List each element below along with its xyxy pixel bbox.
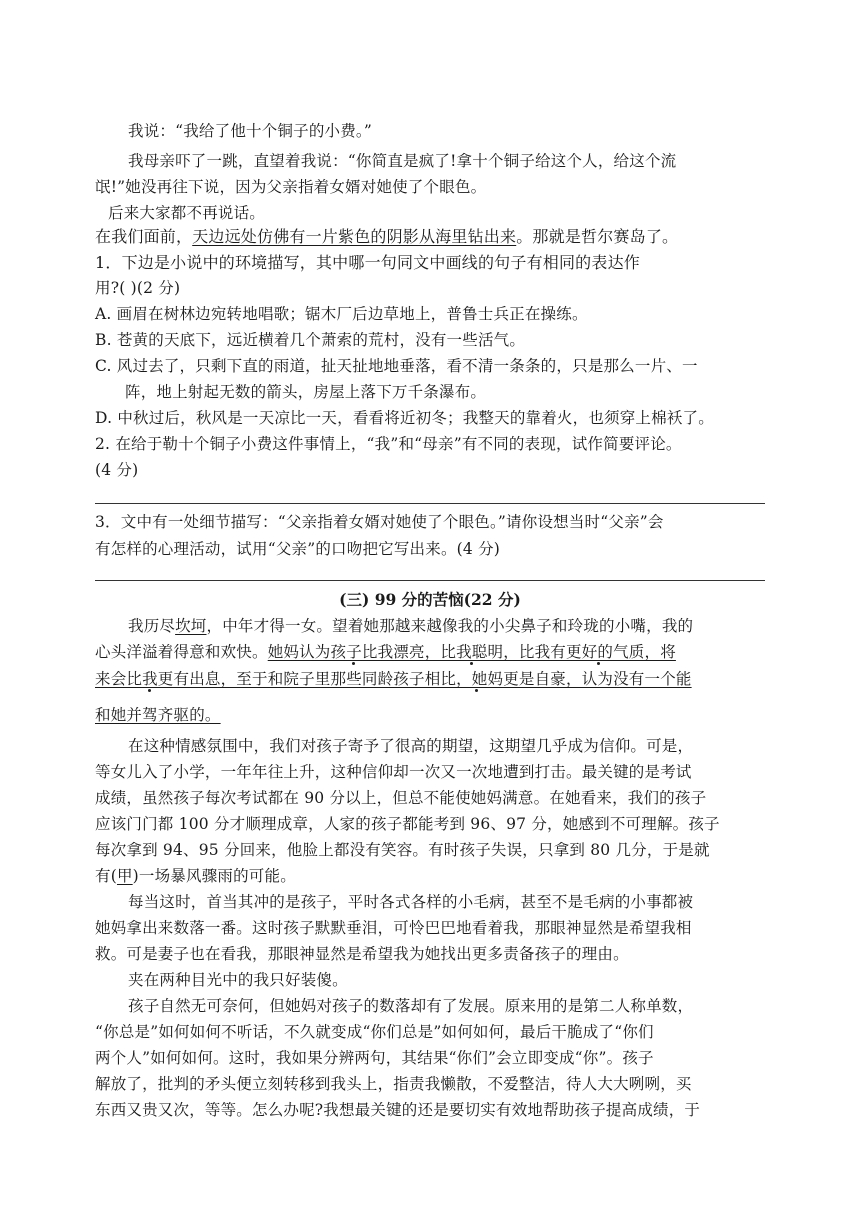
passage-line: 夹在两种目光中的我只好装傻。 bbox=[128, 971, 348, 989]
question-3-stem: 3．文中有一处细节描写：“父亲指着女婿对她使了个眼色。”请你设想当时“父亲”会 bbox=[95, 513, 664, 531]
passage-text: 我历尽 bbox=[128, 617, 176, 635]
blank-marker: 甲 bbox=[116, 867, 133, 885]
passage-line: 东西又贵又次，等等。怎么办呢?我想最关键的还是要切实有效地帮助孩子提高成绩，于 bbox=[95, 1101, 701, 1119]
passage-line: 应该门门都 100 分才顺理成章，人家的孩子都能考到 96、97 分，她感到不可理解。孩子 bbox=[95, 815, 720, 833]
passage-line bbox=[95, 865, 296, 887]
passage-line: 每次拿到 94、95 分回来，他脸上都没有笑容。有时孩子失误，只拿到 80 几分，于是就 bbox=[95, 841, 710, 859]
emphasis-dot bbox=[352, 662, 355, 665]
passage-line: 我母亲吓了一跳，直望着我说：“你简直是疯了!拿十个铜子给这个人，给这个流 bbox=[128, 152, 677, 170]
underlined-word: 坎坷 bbox=[175, 617, 207, 635]
question-3-stem-cont: 有怎样的心理活动，试用“父亲”的口吻把它写出来。(4 分) bbox=[95, 540, 501, 558]
option-b: B. 苍黄的天底下，远近横着几个萧索的荒村，没有一些活气。 bbox=[95, 331, 526, 349]
passage-line: 每当这时，首当其冲的是孩子，平时各式各样的小毛病，甚至不是毛病的小事都被 bbox=[128, 893, 694, 911]
underlined-sentence: 来会比我更有出息，至于和院子里那些同龄孩子相比，她妈更是自豪，认为没有一个能 bbox=[95, 670, 692, 688]
underlined-sentence: 她妈认为孩子比我漂亮，比我聪明，比我有更好的气质，将 bbox=[267, 643, 676, 661]
question-2-stem: 2. 在给于勒十个铜子小费这件事情上，“我”和“母亲”有不同的表现，试作简要评论。 bbox=[95, 435, 682, 453]
emphasis-dot bbox=[597, 662, 600, 665]
passage-line: 后来大家都不再说话。 bbox=[108, 204, 266, 222]
passage-line-with-underline bbox=[95, 226, 678, 248]
passage-line: “你总是”如何如何不听话，不久就变成“你们总是”如何如何，最后干脆成了“你们 bbox=[95, 1023, 654, 1041]
passage-line bbox=[128, 615, 693, 637]
answer-line[interactable] bbox=[95, 580, 765, 581]
passage-line: 解放了，批判的矛头便立刻转移到我头上，指责我懒散，不爱整洁，待人大大咧咧，买 bbox=[95, 1075, 692, 1093]
question-1-stem: 1．下边是小说中的环境描写，其中哪一句同文中画线的句子有相同的表达作 bbox=[95, 253, 640, 272]
underlined-sentence: 和她并驾齐驱的。 bbox=[95, 706, 221, 724]
passage-line: 我说：“我给了他十个铜子的小费。” bbox=[128, 122, 372, 140]
passage-text: 有( bbox=[95, 867, 117, 885]
option-a: A. 画眉在树林边宛转地唱歌；锯木厂后边草地上，普鲁士兵正在操练。 bbox=[95, 305, 588, 323]
passage-line: 两个人”如何如何。这时，我如果分辨两句，其结果“你们”会立即变成“你”。孩子 bbox=[95, 1049, 654, 1067]
answer-line[interactable] bbox=[95, 503, 765, 504]
option-d: D. 中秋过后，秋风是一天凉比一天，看看将近初冬；我整天的靠着火，也须穿上棉袄了。 bbox=[95, 409, 714, 427]
passage-text: 心头洋溢着得意和欢快。 bbox=[95, 643, 268, 661]
option-c-cont: 阵，地上射起无数的箭头，房屋上落下万千条瀑布。 bbox=[125, 383, 487, 401]
passage-text: 在我们面前， bbox=[95, 227, 193, 246]
passage-line bbox=[95, 641, 676, 663]
passage-line: 氓!”她没再往下说，因为父亲指着女婿对她使了个眼色。 bbox=[95, 178, 487, 196]
passage-text: ，中年才得一女。望着她那越来越像我的小尖鼻子和玲珑的小嘴，我的 bbox=[206, 617, 694, 635]
passage-line: 孩子自然无可奈何，但她妈对孩子的数落却有了发展。原来用的是第二人称单数， bbox=[128, 997, 694, 1015]
passage-line: 她妈拿出来数落一番。这时孩子默默垂泪，可怜巴巴地看着我，那眼神显然是希望我相 bbox=[95, 919, 692, 937]
section-title: (三) 99 分的苦恼(22 分) bbox=[339, 590, 521, 609]
passage-line: 救。可是妻子也在看我，那眼神显然是希望我为她找出更多责备孩子的理由。 bbox=[95, 945, 629, 963]
underlined-sentence: 天边远处仿佛有一片紫色的阴影从海里钻出来 bbox=[192, 227, 517, 246]
question-1-stem-cont: 用?( )(2 分) bbox=[95, 279, 181, 297]
emphasis-dot bbox=[148, 689, 151, 692]
question-2-stem-cont: (4 分) bbox=[95, 461, 139, 479]
option-c: C. 风过去了，只剩下直的雨道，扯天扯地地垂落，看不清一条条的，只是那么一片、一 bbox=[95, 357, 698, 375]
passage-line: 等女儿入了小学，一年年往上升，这种信仰却一次又一次地遭到打击。最关键的是考试 bbox=[95, 763, 692, 781]
passage-line: 成绩，虽然孩子每次考试都在 90 分以上，但总不能使她妈满意。在她看来，我们的孩子 bbox=[95, 789, 707, 807]
emphasis-dot bbox=[475, 689, 478, 692]
emphasis-dot bbox=[470, 662, 473, 665]
passage-line: 在这种情感氛围中，我们对孩子寄予了很高的期望，这期望几乎成为信仰。可是， bbox=[128, 737, 694, 755]
passage-text: )一场暴风骤雨的可能。 bbox=[132, 867, 296, 885]
passage-text: 。那就是哲尔赛岛了。 bbox=[516, 227, 679, 246]
